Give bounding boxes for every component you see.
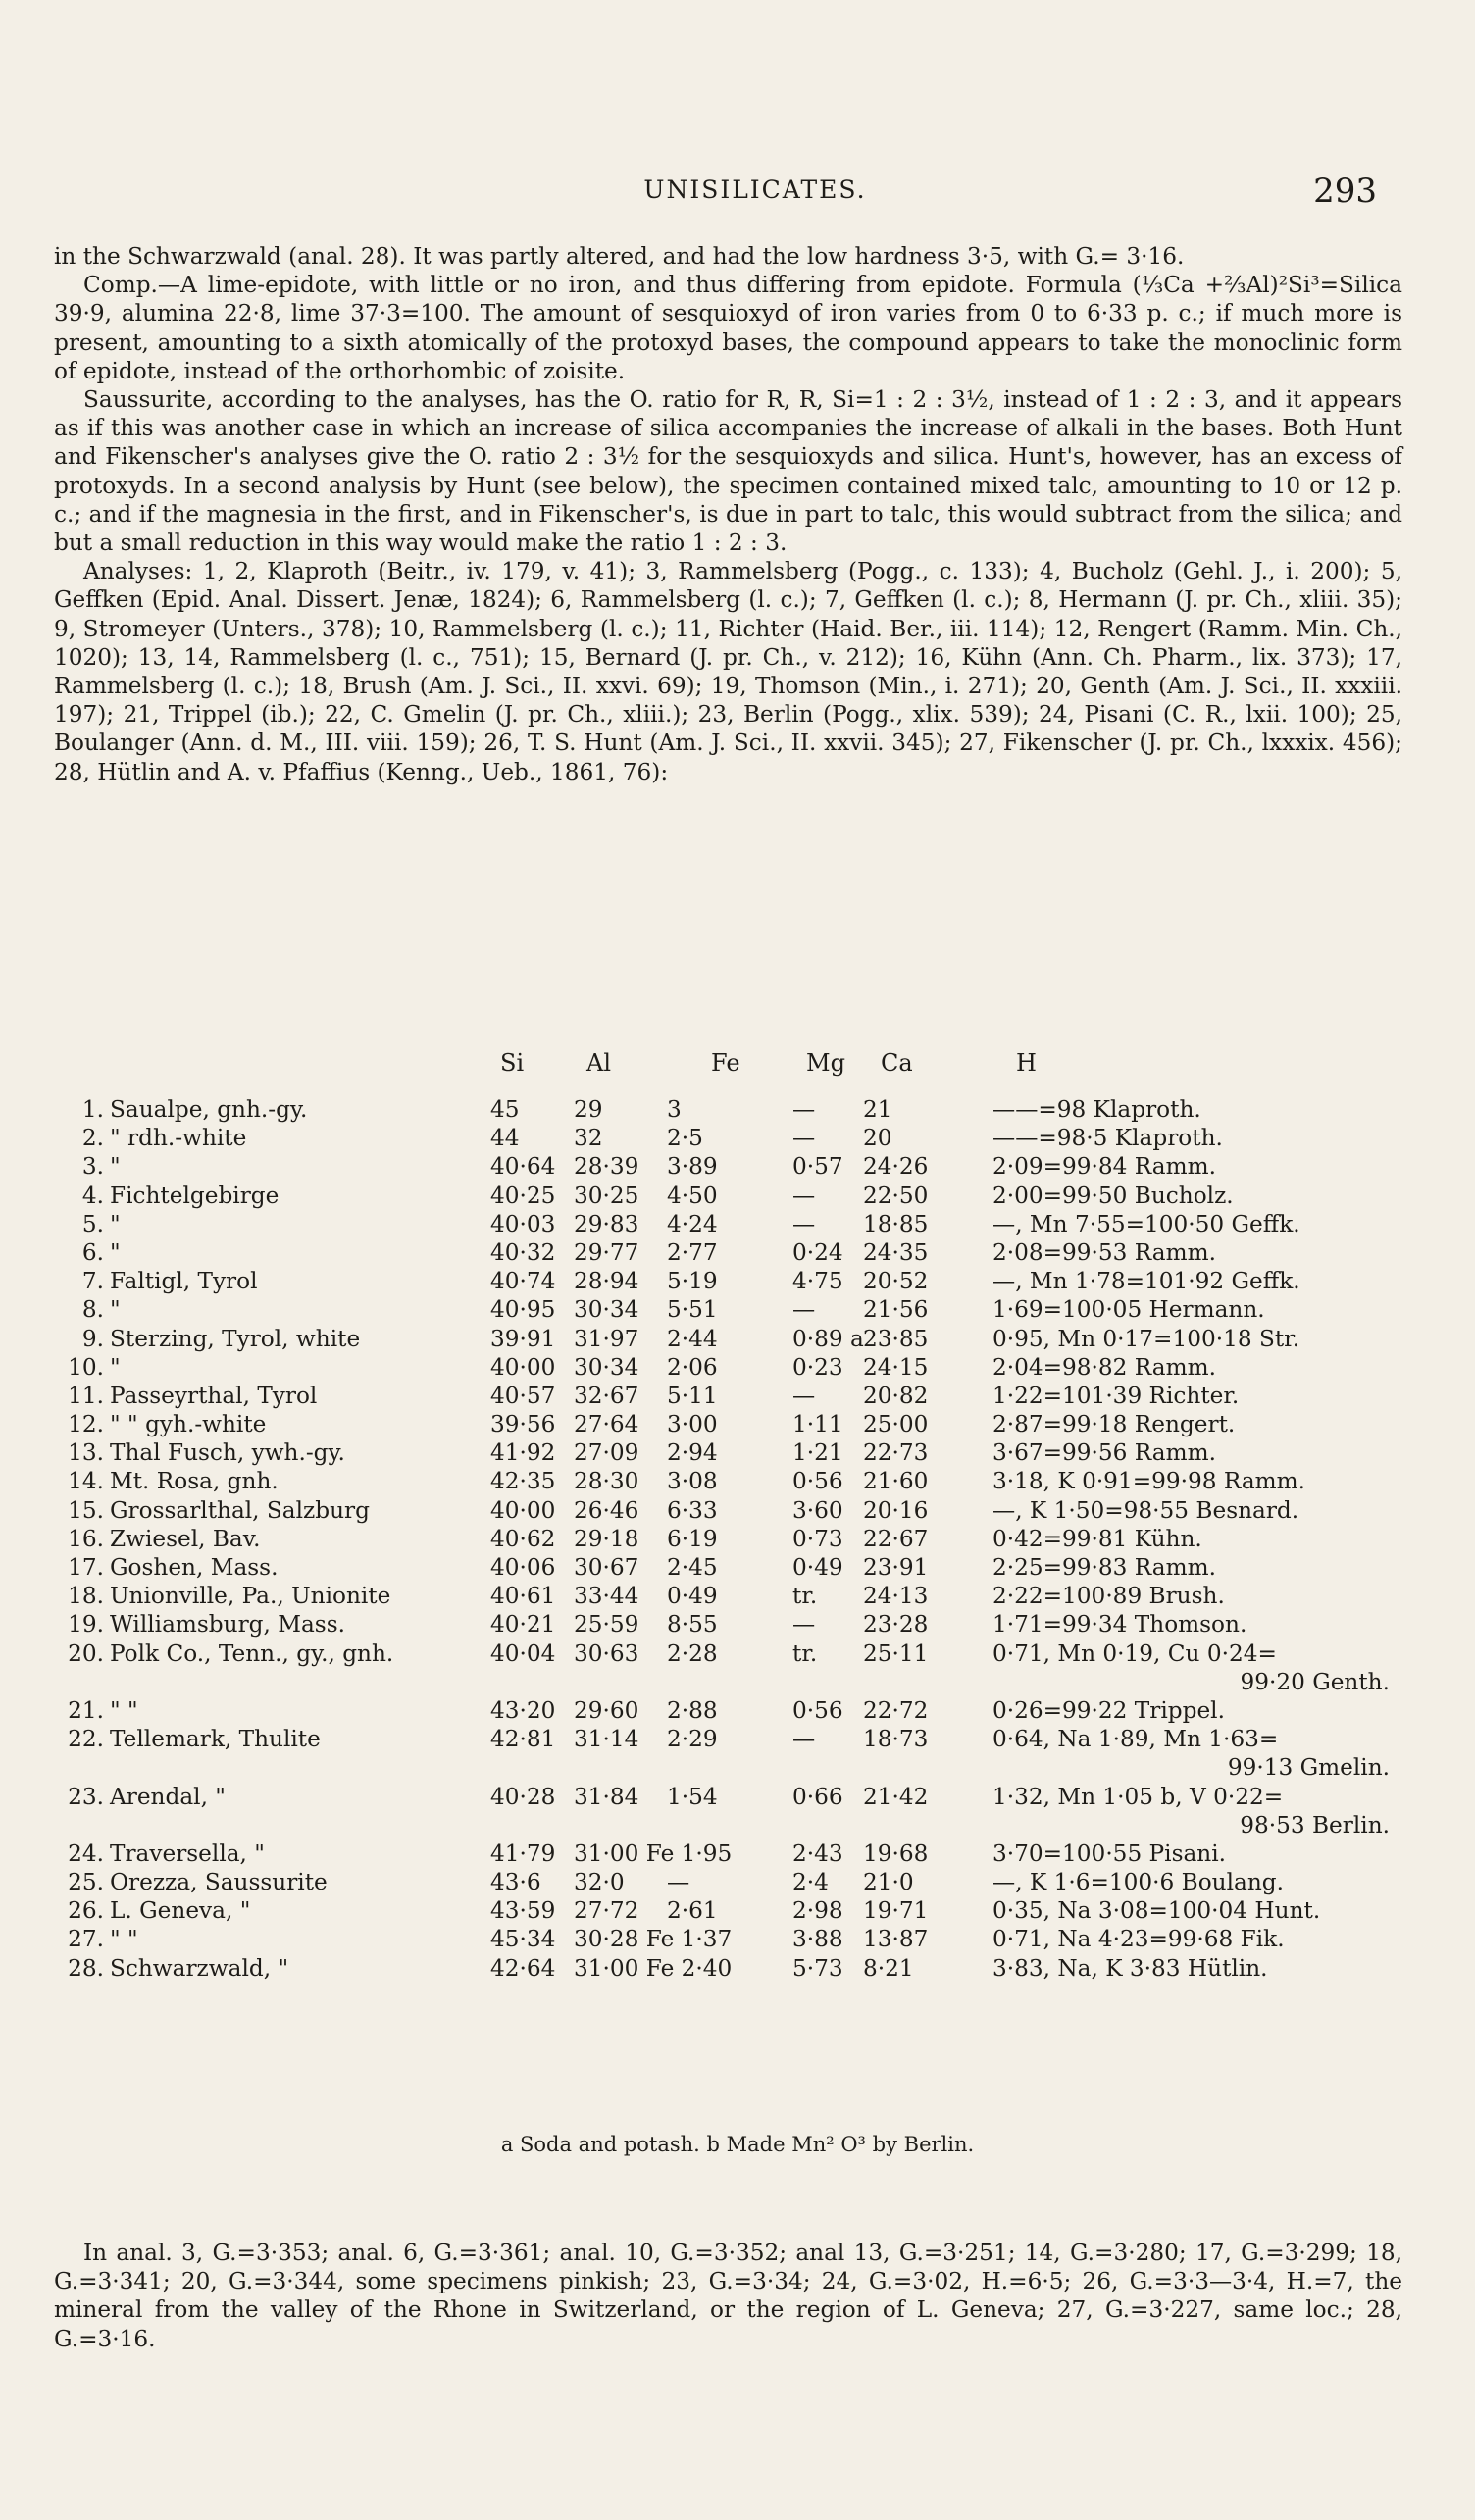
col-header-al: Al xyxy=(586,1049,612,1077)
cell-si: 40·25 xyxy=(490,1182,556,1209)
cell-si: 40·62 xyxy=(490,1525,556,1552)
cell-al: 33·44 xyxy=(574,1583,639,1610)
cell-rem: 1·69=100·05 Hermann. xyxy=(992,1296,1265,1324)
cell-mg: — xyxy=(792,1182,816,1209)
cell-mg: 0·89 a xyxy=(792,1325,864,1352)
table-header xyxy=(0,1049,1475,1083)
cell-fe: 6·33 xyxy=(667,1496,718,1524)
cell-fe: 5·11 xyxy=(667,1382,718,1409)
cell-ca: 25·11 xyxy=(863,1639,929,1667)
cell-mg: — xyxy=(792,1382,816,1409)
cell-loc: Faltigl, Tyrol xyxy=(110,1268,258,1295)
cell-num: 23. xyxy=(68,1783,104,1810)
page-number: 293 xyxy=(1313,172,1377,211)
cell-num: 10. xyxy=(68,1353,104,1381)
cell-num: 7. xyxy=(81,1268,104,1295)
cell-fe: 3·89 xyxy=(667,1153,718,1181)
cell-al: 32·67 xyxy=(574,1382,639,1409)
cell-mg: 2·4 xyxy=(792,1869,829,1896)
cell-loc: L. Geneva, " xyxy=(110,1897,251,1925)
cell-rem: 3·70=100·55 Pisani. xyxy=(992,1840,1227,1867)
cell-si: 43·6 xyxy=(490,1869,541,1896)
paragraph-saussurite: Saussurite, according to the analyses, has the O. ratio for R, R, Si=1 : 2 : 3½, instead of 1 : 2 : 3, and it appears as if this was another case in which an increase of silica accompanies the increase of alkali in the bases. Both Hunt and Fikenscher's analyses give the O. ratio 2 : 3½ for the sesquioxyds and silica. Hunt's, however, has an excess of protoxyds. In a second analysis by Hunt (see below), the specimen contained mixed talc, amounting to 10 or 12 p. c.; and if the magnesia in the first, and in Fikenscher's, is due in part to talc, this would subtract from the silica; and but a small reduction in this way would make the ratio 1 : 2 : 3. xyxy=(54,386,1402,557)
cell-ca: 22·67 xyxy=(863,1525,929,1552)
cell-num: 27. xyxy=(68,1926,104,1953)
cell-mg: 3·88 xyxy=(792,1926,843,1953)
cell-num: 12. xyxy=(68,1411,104,1438)
cell-fe: 2·06 xyxy=(667,1353,718,1381)
cell-al: 28·94 xyxy=(574,1268,639,1295)
cell-al: 28·39 xyxy=(574,1153,639,1181)
cell-al: 25·59 xyxy=(574,1611,639,1638)
cell-ca: 23·85 xyxy=(863,1325,929,1352)
cell-loc: " rdh.-white xyxy=(110,1125,247,1152)
cell-num: 22. xyxy=(68,1726,104,1753)
cell-num: 6. xyxy=(81,1238,104,1266)
cell-al: 29·83 xyxy=(574,1210,639,1237)
cell-ca: 21 xyxy=(863,1096,892,1123)
cell-ca: 18·85 xyxy=(863,1210,929,1237)
cell-si: 42·64 xyxy=(490,1954,556,1982)
col-header-mg: Mg xyxy=(806,1049,845,1077)
cell-rem: 0·42=99·81 Kühn. xyxy=(992,1525,1202,1552)
cell-ca: 18·73 xyxy=(863,1726,929,1753)
cell-mg: 0·24 xyxy=(792,1238,843,1266)
cell-al: 32·0 xyxy=(574,1869,625,1896)
cell-loc: " xyxy=(110,1296,121,1324)
cell-ca: 20·52 xyxy=(863,1268,929,1295)
table-row xyxy=(0,1697,1475,1726)
cell-ca: 22·72 xyxy=(863,1696,929,1724)
cell-rem: —, Mn 1·78=101·92 Geffk. xyxy=(992,1268,1300,1295)
cell-mg: 1·11 xyxy=(792,1411,843,1438)
cell-ca: 23·28 xyxy=(863,1611,929,1638)
cell-loc: Fichtelgebirge xyxy=(110,1182,280,1209)
table-row xyxy=(0,1640,1475,1697)
cell-si: 40·21 xyxy=(490,1611,556,1638)
cell-loc: Saualpe, gnh.-gy. xyxy=(110,1096,308,1123)
cell-rem: —, Mn 7·55=100·50 Geffk. xyxy=(992,1210,1300,1237)
cell-al: 30·25 xyxy=(574,1182,639,1209)
cell-num: 13. xyxy=(68,1439,104,1467)
cell-fe: 4·24 xyxy=(667,1210,718,1237)
cell-loc: Sterzing, Tyrol, white xyxy=(110,1325,361,1352)
cell-si: 40·28 xyxy=(490,1783,556,1810)
cell-fe: 2·29 xyxy=(667,1726,718,1753)
table-row xyxy=(0,1926,1475,1954)
cell-fe: 5·19 xyxy=(667,1268,718,1295)
cell-mg: 0·49 xyxy=(792,1554,843,1581)
cell-si: 39·56 xyxy=(490,1411,556,1438)
cell-al: 30·67 xyxy=(574,1554,639,1581)
col-header-h: H xyxy=(1016,1049,1037,1077)
cell-si: 42·35 xyxy=(490,1468,556,1495)
cell-mg: 0·57 xyxy=(792,1153,843,1181)
paragraph-1: in the Schwarzwald (anal. 28). It was partly altered, and had the low hardness 3·5, with G.= 3·16. xyxy=(54,243,1185,270)
cell-rem: 0·71, Mn 0·19, Cu 0·24= xyxy=(992,1639,1277,1667)
cell-al: 31·14 xyxy=(574,1726,639,1753)
cell-ca: 22·50 xyxy=(863,1182,929,1209)
cell-ca: 25·00 xyxy=(863,1411,929,1438)
cell-num: 14. xyxy=(68,1468,104,1495)
cell-loc: Arendal, " xyxy=(110,1783,226,1810)
cell-ca: 24·15 xyxy=(863,1353,929,1381)
cell-num: 5. xyxy=(81,1210,104,1237)
col-header-fe: Fe xyxy=(711,1049,740,1077)
cell-si: 40·04 xyxy=(490,1639,556,1667)
cell-ca: 24·35 xyxy=(863,1238,929,1266)
table-row xyxy=(0,1583,1475,1611)
cell-si: 40·74 xyxy=(490,1268,556,1295)
cell-num: 21. xyxy=(68,1696,104,1724)
table-row xyxy=(0,1726,1475,1783)
cell-loc: " xyxy=(110,1353,121,1381)
cell-rem: 2·25=99·83 Ramm. xyxy=(992,1554,1216,1581)
cell-mg: 0·56 xyxy=(792,1696,843,1724)
cell-rem: —, K 1·6=100·6 Boulang. xyxy=(992,1869,1284,1896)
cell-al: 27·09 xyxy=(574,1439,639,1467)
cell-rem: 1·71=99·34 Thomson. xyxy=(992,1611,1247,1638)
cell-si: 43·59 xyxy=(490,1897,556,1925)
table-row xyxy=(0,1468,1475,1496)
cell-ca: 21·60 xyxy=(863,1468,929,1495)
cell-fe: — xyxy=(667,1869,690,1896)
table-row xyxy=(0,1125,1475,1153)
cell-loc: " xyxy=(110,1153,121,1181)
cell-rem: —, K 1·50=98·55 Besnard. xyxy=(992,1496,1299,1524)
page-header xyxy=(0,172,1475,215)
cell-al: 31·00 Fe 1·95 xyxy=(574,1840,733,1867)
cell-num: 17. xyxy=(68,1554,104,1581)
cell-al: 29 xyxy=(574,1096,603,1123)
cell-ca: 21·0 xyxy=(863,1869,914,1896)
cell-al: 30·63 xyxy=(574,1639,639,1667)
cell-mg: 0·73 xyxy=(792,1525,843,1552)
cell-rem: 2·87=99·18 Rengert. xyxy=(992,1411,1236,1438)
table-row xyxy=(0,1497,1475,1526)
cell-mg: 3·60 xyxy=(792,1496,843,1524)
cell-rem: 3·83, Na, K 3·83 Hütlin. xyxy=(992,1954,1268,1982)
cell-si: 40·32 xyxy=(490,1238,556,1266)
cell-al: 30·28 Fe 1·37 xyxy=(574,1926,733,1953)
table-row xyxy=(0,1439,1475,1468)
cell-ca: 13·87 xyxy=(863,1926,929,1953)
cell-al: 29·18 xyxy=(574,1525,639,1552)
table-row xyxy=(0,1840,1475,1869)
running-title: UNISILICATES. xyxy=(643,176,867,204)
cell-mg: 0·56 xyxy=(792,1468,843,1495)
cell-fe: 3·00 xyxy=(667,1411,718,1438)
cell-rem: 0·26=99·22 Trippel. xyxy=(992,1696,1225,1724)
cell-si: 40·03 xyxy=(490,1210,556,1237)
cell-rem: 0·64, Na 1·89, Mn 1·63= xyxy=(992,1726,1279,1753)
cell-loc: " " gyh.-white xyxy=(110,1411,267,1438)
cell-al: 30·34 xyxy=(574,1296,639,1324)
cell-loc: Zwiesel, Bav. xyxy=(110,1525,261,1552)
cell-ca: 19·71 xyxy=(863,1897,929,1925)
cell-rem: 2·00=99·50 Bucholz. xyxy=(992,1182,1234,1209)
cell-loc: Passeyrthal, Tyrol xyxy=(110,1382,318,1409)
analyses-table xyxy=(0,1096,1475,1984)
cell-num: 3. xyxy=(81,1153,104,1181)
paragraph-composition: Comp.—A lime-epidote, with little or no iron, and thus differing from epidote. Formula (⅓Ca +⅔Al)²Si³=Silica 39·9, alumina 22·8, lime 37·3=100. The amount of sesquioxyd of iron varies from 0 to 6·33 p. c.; if much more is present, amounting to a sixth atomically of the protoxyd bases, the compound appears to take the monoclinic form of epidote, instead of the orthorhombic of zoisite. xyxy=(54,272,1402,384)
cell-mg: 2·98 xyxy=(792,1897,843,1925)
cell-rem: 1·22=101·39 Richter. xyxy=(992,1382,1240,1409)
cell-rem: 0·95, Mn 0·17=100·18 Str. xyxy=(992,1325,1300,1352)
cell-al: 29·60 xyxy=(574,1696,639,1724)
cell-num: 26. xyxy=(68,1897,104,1925)
table-row xyxy=(0,1096,1475,1125)
table-row xyxy=(0,1354,1475,1383)
cell-loc: Goshen, Mass. xyxy=(110,1554,279,1581)
cell-loc: Polk Co., Tenn., gy., gnh. xyxy=(110,1639,394,1667)
cell-num: 25. xyxy=(68,1869,104,1896)
table-row xyxy=(0,1526,1475,1554)
cell-loc: " " xyxy=(110,1926,138,1953)
table-row xyxy=(0,1326,1475,1354)
cell-loc: " xyxy=(110,1210,121,1237)
cell-num: 28. xyxy=(68,1954,104,1982)
cell-ca: 20·16 xyxy=(863,1496,929,1524)
cell-fe: 3·08 xyxy=(667,1468,718,1495)
cell-rem: ——=98·5 Klaproth. xyxy=(992,1125,1223,1152)
col-header-si: Si xyxy=(500,1049,525,1077)
cell-mg: tr. xyxy=(792,1583,818,1610)
cell-loc: Williamsburg, Mass. xyxy=(110,1611,345,1638)
cell-ca: 21·56 xyxy=(863,1296,929,1324)
table-row xyxy=(0,1955,1475,1984)
table-row xyxy=(0,1383,1475,1411)
cell-ca: 8·21 xyxy=(863,1954,914,1982)
cell-mg: — xyxy=(792,1210,816,1237)
table-row xyxy=(0,1611,1475,1639)
cell-si: 40·00 xyxy=(490,1496,556,1524)
cell-al: 28·30 xyxy=(574,1468,639,1495)
cell-num: 9. xyxy=(81,1325,104,1352)
cell-rem: 1·32, Mn 1·05 b, V 0·22= xyxy=(992,1783,1284,1810)
cell-num: 1. xyxy=(81,1096,104,1123)
intro-text xyxy=(54,242,1402,786)
cell-mg: 5·73 xyxy=(792,1954,843,1982)
cell-ca: 23·91 xyxy=(863,1554,929,1581)
cell-fe: 2·88 xyxy=(667,1696,718,1724)
cell-mg: — xyxy=(792,1096,816,1123)
cell-al: 29·77 xyxy=(574,1238,639,1266)
cell-rem: 3·67=99·56 Ramm. xyxy=(992,1439,1216,1467)
cell-loc: " xyxy=(110,1238,121,1266)
cell-si: 44 xyxy=(490,1125,520,1152)
cell-al: 31·00 Fe 2·40 xyxy=(574,1954,733,1982)
cell-al: 32 xyxy=(574,1125,603,1152)
cell-al: 27·72 xyxy=(574,1897,639,1925)
cell-mg: — xyxy=(792,1726,816,1753)
cell-loc: Schwarzwald, " xyxy=(110,1954,289,1982)
cell-fe: 2·5 xyxy=(667,1125,703,1152)
cell-fe: 3 xyxy=(667,1096,682,1123)
cell-fe: 2·94 xyxy=(667,1439,718,1467)
cell-si: 40·00 xyxy=(490,1353,556,1381)
cell-num: 2. xyxy=(81,1125,104,1152)
cell-ca: 21·42 xyxy=(863,1783,929,1810)
cell-si: 40·06 xyxy=(490,1554,556,1581)
table-row xyxy=(0,1211,1475,1239)
cell-loc: " " xyxy=(110,1696,138,1724)
cell-fe: 1·54 xyxy=(667,1783,718,1810)
cell-si: 40·95 xyxy=(490,1296,556,1324)
cell-mg: 0·66 xyxy=(792,1783,843,1810)
cell-mg: 4·75 xyxy=(792,1268,843,1295)
cell-fe: 6·19 xyxy=(667,1525,718,1552)
cell-loc: Orezza, Saussurite xyxy=(110,1869,328,1896)
cell-fe: 2·61 xyxy=(667,1897,718,1925)
cell-fe: 2·77 xyxy=(667,1238,718,1266)
cell-num: 20. xyxy=(68,1639,104,1667)
cell-si: 45 xyxy=(490,1096,520,1123)
cell-mg: — xyxy=(792,1611,816,1638)
cell-mg: 0·23 xyxy=(792,1353,843,1381)
cell-mg: 2·43 xyxy=(792,1840,843,1867)
cell-loc: Thal Fusch, ywh.-gy. xyxy=(110,1439,345,1467)
cell-al: 30·34 xyxy=(574,1353,639,1381)
cell-loc: Grossarlthal, Salzburg xyxy=(110,1496,370,1524)
closing-text xyxy=(54,2239,1402,2353)
cell-rem: 0·71, Na 4·23=99·68 Fik. xyxy=(992,1926,1285,1953)
cell-fe: 2·45 xyxy=(667,1554,718,1581)
cell-fe: 0·49 xyxy=(667,1583,718,1610)
cell-num: 24. xyxy=(68,1840,104,1867)
cell-ca: 20·82 xyxy=(863,1382,929,1409)
table-row xyxy=(0,1784,1475,1840)
cell-loc: Tellemark, Thulite xyxy=(110,1726,321,1753)
cell-si: 43·20 xyxy=(490,1696,556,1724)
cell-ca: 24·13 xyxy=(863,1583,929,1610)
cell-ca: 22·73 xyxy=(863,1439,929,1467)
cell-num: 15. xyxy=(68,1496,104,1524)
cell-num: 18. xyxy=(68,1583,104,1610)
cell-rem-continued: 99·13 Gmelin. xyxy=(1227,1754,1390,1782)
table-row xyxy=(0,1239,1475,1268)
cell-si: 41·92 xyxy=(490,1439,556,1467)
cell-mg: — xyxy=(792,1296,816,1324)
cell-fe: 8·55 xyxy=(667,1611,718,1638)
cell-fe: 2·44 xyxy=(667,1325,718,1352)
cell-rem: 2·08=99·53 Ramm. xyxy=(992,1238,1216,1266)
table-row xyxy=(0,1153,1475,1182)
cell-rem-continued: 99·20 Genth. xyxy=(1240,1668,1390,1695)
cell-fe: 4·50 xyxy=(667,1182,718,1209)
cell-rem: 2·09=99·84 Ramm. xyxy=(992,1153,1216,1181)
table-row xyxy=(0,1296,1475,1325)
cell-mg: — xyxy=(792,1125,816,1152)
cell-rem: 0·35, Na 3·08=100·04 Hunt. xyxy=(992,1897,1321,1925)
cell-num: 8. xyxy=(81,1296,104,1324)
cell-al: 31·97 xyxy=(574,1325,639,1352)
cell-al: 26·46 xyxy=(574,1496,639,1524)
cell-num: 16. xyxy=(68,1525,104,1552)
paragraph-gravity: In anal. 3, G.=3·353; anal. 6, G.=3·361; anal. 10, G.=3·352; anal 13, G.=3·251; 14, G.=3·280; 17, G.=3·299; 18, G.=3·341; 20, G.=3·344, some specimens pinkish; 23, G.=3·34; 24, G.=3·02, H.=6·5; 26, G.=3·3—3·4, H.=7, the mineral from the valley of the Rhone in Switzerland, or the region of L. Geneva; 27, G.=3·227, same loc.; 28, G.=3·16. xyxy=(54,2240,1402,2352)
cell-al: 27·64 xyxy=(574,1411,639,1438)
cell-ca: 19·68 xyxy=(863,1840,929,1867)
cell-loc: Mt. Rosa, gnh. xyxy=(110,1468,279,1495)
cell-mg: tr. xyxy=(792,1639,818,1667)
table-row xyxy=(0,1897,1475,1926)
cell-num: 4. xyxy=(81,1182,104,1209)
cell-al: 31·84 xyxy=(574,1783,639,1810)
cell-rem: 3·18, K 0·91=99·98 Ramm. xyxy=(992,1468,1306,1495)
cell-rem: ——=98 Klaproth. xyxy=(992,1096,1201,1123)
cell-ca: 20 xyxy=(863,1125,892,1152)
cell-loc: Unionville, Pa., Unionite xyxy=(110,1583,391,1610)
cell-rem: 2·22=100·89 Brush. xyxy=(992,1583,1225,1610)
cell-ca: 24·26 xyxy=(863,1153,929,1181)
table-row xyxy=(0,1869,1475,1897)
cell-si: 41·79 xyxy=(490,1840,556,1867)
cell-si: 39·91 xyxy=(490,1325,556,1352)
cell-si: 42·81 xyxy=(490,1726,556,1753)
cell-mg: 1·21 xyxy=(792,1439,843,1467)
cell-si: 45·34 xyxy=(490,1926,556,1953)
col-header-ca: Ca xyxy=(881,1049,913,1077)
cell-fe: 2·28 xyxy=(667,1639,718,1667)
table-footnotes: a Soda and potash. b Made Mn² O³ by Berlin. xyxy=(500,2133,975,2156)
table-row xyxy=(0,1554,1475,1583)
paragraph-analyses: Analyses: 1, 2, Klaproth (Beitr., iv. 179, v. 41); 3, Rammelsberg (Pogg., c. 133); 4, Bucholz (Gehl. J., i. 200); 5, Geffken (Epid. Anal. Dissert. Jenæ, 1824); 6, Rammelsberg (l. c.); 7, Geffken (l. c.); 8, Hermann (J. pr. Ch., xliii. 35); 9, Stromeyer (Unters., 378); 10, Rammelsberg (l. c.); 11, Richter (Haid. Ber., iii. 114); 12, Rengert (Ramm. Min. Ch., 1020); 13, 14, Rammelsberg (l. c., 751); 15, Bernard (J. pr. Ch., v. 212); 16, Kühn (Ann. Ch. Pharm., lix. 373); 17, Rammelsberg (l. c.); 18, Brush (Am. J. Sci., II. xxvi. 69); 19, Thomson (Min., i. 271); 20, Genth (Am. J. Sci., II. xxxiii. 197); 21, Trippel (ib.); 22, C. Gmelin (J. pr. Ch., xliii.); 23, Berlin (Pogg., xlix. 539); 24, Pisani (C. R., lxii. 100); 25, Boulanger (Ann. d. M., III. viii. 159); 26, T. S. Hunt (Am. J. Sci., II. xxvii. 345); 27, Fikenscher (J. pr. Ch., lxxxix. 456); 28, Hütlin and A. v. Pfaffius (Kenng., Ueb., 1861, 76): xyxy=(54,558,1402,785)
cell-si: 40·64 xyxy=(490,1153,556,1181)
cell-si: 40·57 xyxy=(490,1382,556,1409)
cell-rem: 2·04=98·82 Ramm. xyxy=(992,1353,1216,1381)
table-row xyxy=(0,1183,1475,1211)
table-row xyxy=(0,1268,1475,1296)
cell-num: 11. xyxy=(68,1382,104,1409)
cell-num: 19. xyxy=(68,1611,104,1638)
table-row xyxy=(0,1411,1475,1439)
cell-loc: Traversella, " xyxy=(110,1840,265,1867)
cell-si: 40·61 xyxy=(490,1583,556,1610)
cell-fe: 5·51 xyxy=(667,1296,718,1324)
cell-rem-continued: 98·53 Berlin. xyxy=(1240,1811,1390,1839)
